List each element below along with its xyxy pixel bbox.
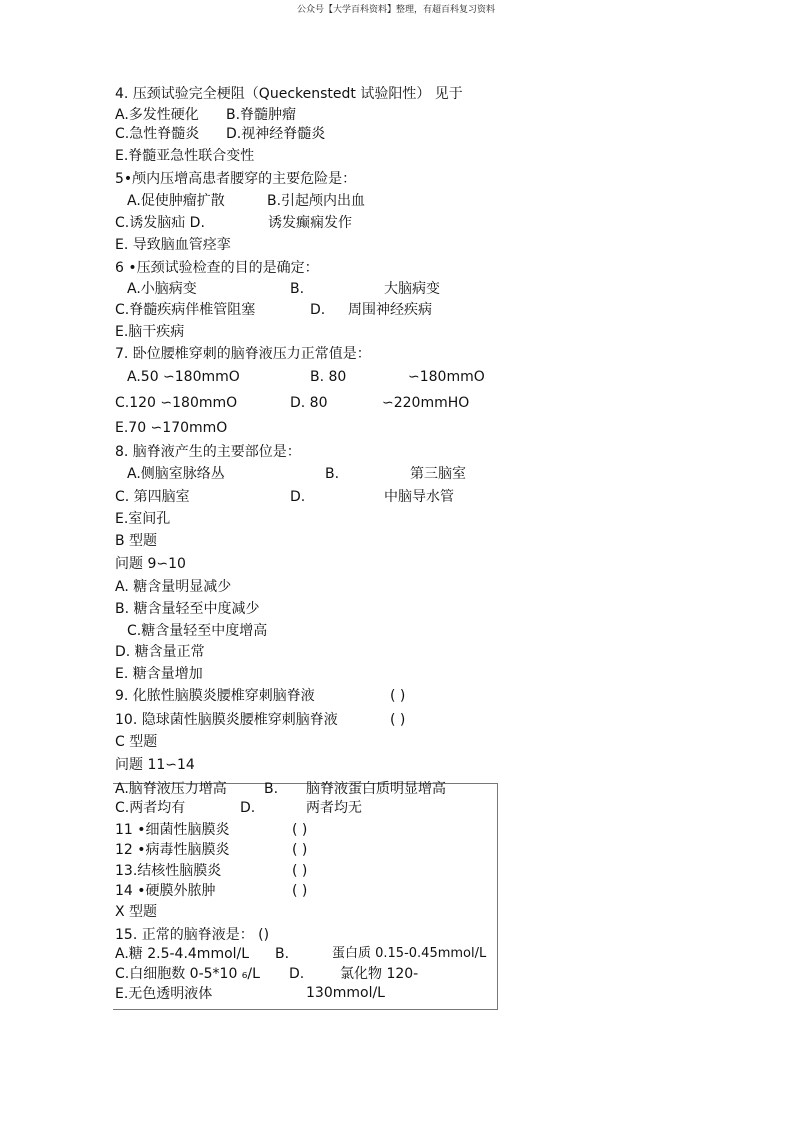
q10-answer-blank: ( ) (390, 712, 406, 728)
btype-option-c: C.糖含量轻至中度增高 (127, 623, 268, 639)
q15-option-a: A.糖 2.5-4.4mmol/L (115, 946, 250, 962)
btype-option-b: B. 糖含量轻至中度减少 (115, 601, 260, 617)
q4-option-d: D.视神经脊髓炎 (226, 126, 326, 142)
q9-stem: 9. 化脓性脑膜炎腰椎穿刺脑脊液 (115, 688, 315, 704)
q15-stem: 15. 正常的脑脊液是： () (115, 927, 270, 943)
btype-title: B 型题 (115, 533, 158, 549)
q6-option-b-label: B. (290, 281, 305, 297)
q6-option-a: A.小脑病变 (127, 281, 197, 297)
ctype-option-d: 两者均无 (306, 800, 362, 816)
q7-option-d-label: D. 80 (290, 395, 328, 411)
q6-option-c: C.脊髓疾病伴椎管阻塞 (115, 302, 256, 318)
q15-option-b-label: B. (275, 946, 290, 962)
btype-option-a: A. 糖含量明显减少 (115, 579, 232, 595)
q6-option-b: 大脑病变 (384, 281, 440, 297)
q12-answer-blank: ( ) (292, 842, 308, 858)
q8-option-b: 第三脑室 (410, 466, 466, 482)
q5-option-e: E. 导致脑血管痉挛 (115, 237, 231, 253)
q8-option-a: A.侧脑室脉络丛 (127, 466, 225, 482)
q15-option-c: C.白细胞数 0-5*10 ₆/L (115, 966, 260, 982)
q14-answer-blank: ( ) (292, 883, 308, 899)
btype-option-e: E. 糖含量增加 (115, 666, 203, 682)
q8-option-c: C. 第四脑室 (115, 489, 190, 505)
q5-option-c: C.诱发脑疝 D. (115, 215, 205, 231)
ctype-range: 问题 11∽14 (115, 757, 195, 773)
q8-stem: 8. 脑脊液产生的主要部位是： (115, 444, 301, 460)
q11-stem: 11 •细菌性脑膜炎 (115, 822, 230, 838)
page-header: 公众号【大学百科资料】整理，有超百科复习资料 (296, 5, 495, 15)
q6-option-d-label: D. (310, 302, 326, 318)
q9-answer-blank: ( ) (390, 688, 406, 704)
q7-option-e: E.70 ∽170mmO (115, 420, 228, 436)
q7-option-b-label: B. 80 (310, 369, 347, 385)
q7-option-a: A.50 ∽180mmO (127, 369, 240, 385)
q8-option-e: E.室间孔 (115, 511, 171, 527)
ctype-option-b: 脑脊液蛋白质明显增高 (306, 781, 446, 797)
q5-option-d: 诱发癫痫发作 (268, 215, 352, 231)
q15-option-d: 氯化物 120- (340, 966, 419, 982)
q4-option-c: C.急性脊髓炎 (115, 126, 200, 142)
q4-stem: 4. 压颈试验完全梗阻（Queckenstedt 试验阳性） 见于 (115, 86, 463, 102)
q14-stem: 14 •硬膜外脓肿 (115, 883, 216, 899)
q15-option-d-label: D. (289, 966, 305, 982)
q5-option-b: B.引起颅内出血 (267, 193, 366, 209)
ctype-option-c: C.两者均有 (115, 800, 186, 816)
q11-answer-blank: ( ) (292, 822, 308, 838)
q15-option-b: 蛋白质 0.15-0.45mmol/L (332, 946, 487, 961)
ctype-option-a: A.脑脊液压力增高 (115, 781, 227, 797)
q8-option-d-label: D. (290, 489, 306, 505)
q15-option-e: E.无色透明液体 (115, 986, 213, 1002)
q7-option-c: C.120 ∽180mmO (115, 395, 238, 411)
q5-option-a: A.促使肿瘤扩散 (127, 193, 225, 209)
btype-option-d: D. 糖含量正常 (115, 644, 205, 660)
ctype-title: C 型题 (115, 734, 158, 750)
q15-option-d-cont: 130mmol/L (306, 985, 385, 1001)
q6-option-e: E.脑干疾病 (115, 324, 185, 340)
ctype-option-d-label: D. (240, 800, 256, 816)
q4-option-b: B.脊髓肿瘤 (226, 107, 297, 123)
q8-option-b-label: B. (325, 466, 340, 482)
q8-option-d: 中脑导水管 (384, 489, 454, 505)
q12-stem: 12 •病毒性脑膜炎 (115, 842, 230, 858)
q13-stem: 13.结核性脑膜炎 (115, 863, 222, 879)
q10-stem: 10. 隐球菌性脑膜炎腰椎穿刺脑脊液 (115, 712, 338, 728)
q6-option-d: 周围神经疾病 (348, 302, 432, 318)
q7-stem: 7. 卧位腰椎穿刺的脑脊液压力正常值是： (115, 346, 371, 362)
xtype-title: X 型题 (115, 904, 158, 920)
ctype-option-b-label: B. (264, 781, 279, 797)
q6-stem: 6 •压颈试验检查的目的是确定： (115, 260, 319, 276)
q4-option-a: A.多发性硬化 (115, 107, 199, 123)
q5-stem: 5•颅内压增高患者腰穿的主要危险是： (115, 171, 357, 187)
q7-option-d: ∽220mmHO (382, 395, 470, 411)
btype-range: 问题 9∽10 (115, 556, 186, 572)
q13-answer-blank: ( ) (292, 863, 308, 879)
q7-option-b: ∽180mmO (408, 369, 485, 385)
q4-option-e: E.脊髓亚急性联合变性 (115, 148, 255, 164)
